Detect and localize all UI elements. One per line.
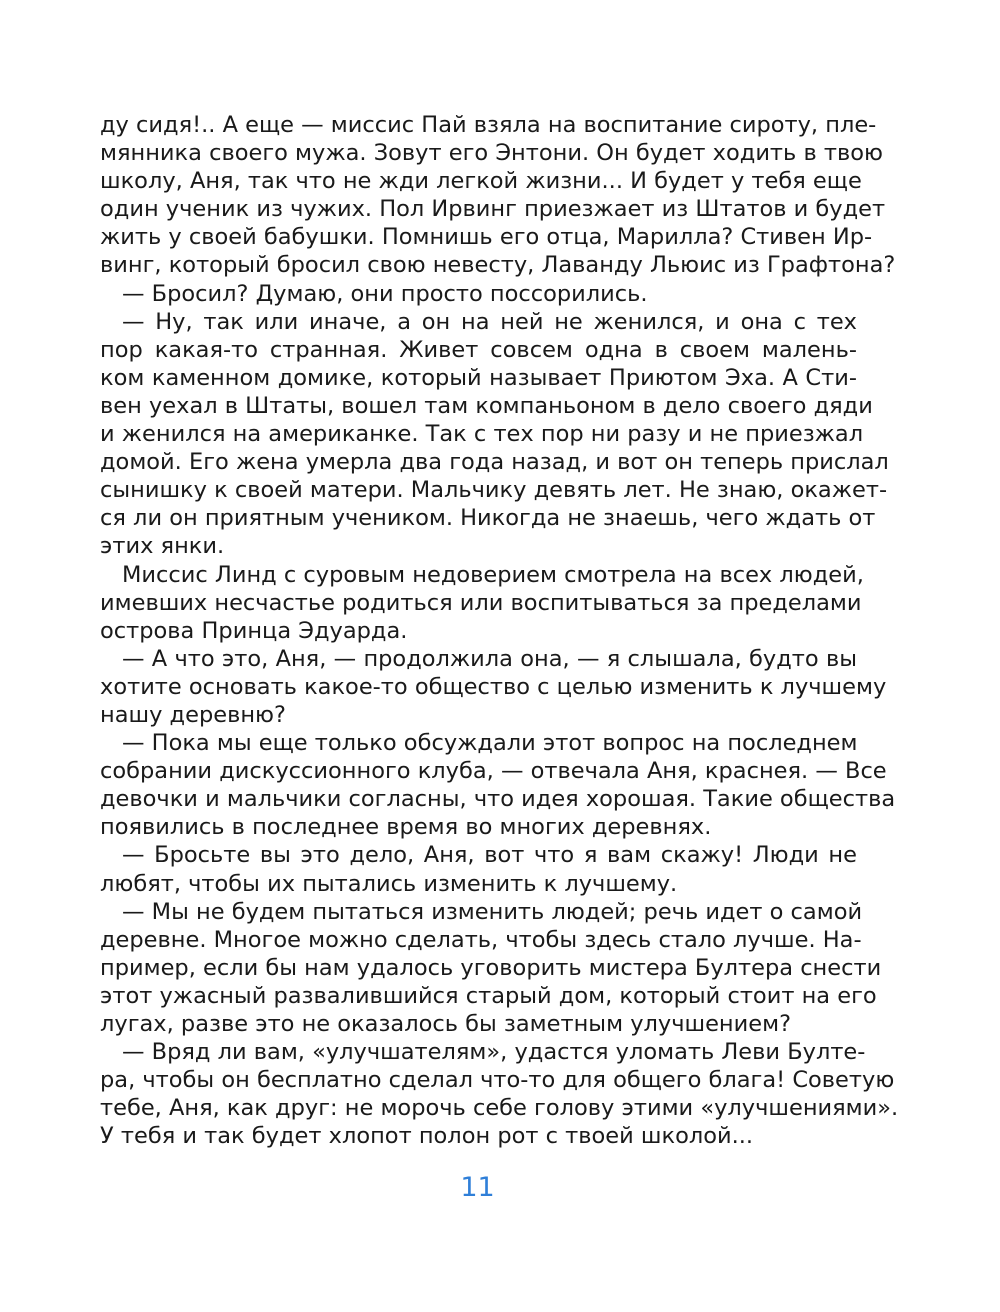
text-line: ся ли он приятным учеником. Никогда не знаешь, чего ждать от — [100, 505, 876, 532]
text-line: — Ну, так или иначе, а он на ней не женился, и она с тех — [122, 308, 857, 335]
text-line: собрании дискуссионного клуба, — отвечала Аня, краснея. — Все — [100, 758, 887, 785]
text-line: ра, чтобы он бесплатно сделал что-то для общего блага! Советую — [100, 1067, 895, 1094]
text-line: один ученик из чужих. Пол Ирвинг приезжает из Штатов и будет — [100, 196, 886, 223]
paragraph — [100, 280, 857, 308]
text-line: — Мы не будем пытаться изменить людей; речь идет о самой — [122, 898, 863, 925]
paragraph — [100, 111, 896, 280]
text-line: любят, чтобы их пытались изменить к лучшему. — [100, 870, 678, 897]
text-line: имевших несчастье родиться или воспитываться за пределами — [100, 589, 862, 616]
paragraph — [100, 898, 882, 1038]
text-line: — Пока мы еще только обсуждали этот вопрос на последнем — [122, 730, 858, 757]
text-line: Миссис Линд с суровым недоверием смотрела на всех людей, — [122, 561, 864, 588]
text-line: винг, который бросил свою невесту, Лаванду Льюис из Графтона? — [100, 252, 896, 279]
text-line: нашу деревню? — [100, 701, 286, 728]
text-line: появились в последнее время во многих деревнях. — [100, 814, 712, 841]
text-line: домой. Его жена умерла два года назад, и вот он теперь прислал — [100, 449, 889, 476]
text-line: — Вряд ли вам, «улучшателям», удастся уломать Леви Булте- — [122, 1039, 866, 1066]
page-number: 11 — [460, 1172, 495, 1203]
paragraph — [100, 841, 857, 897]
text-line: ком каменном домике, который называет Приютом Эха. А Сти- — [100, 364, 857, 391]
text-line: У тебя и так будет хлопот полон рот с твоей школой... — [100, 1123, 754, 1150]
text-line: лугах, разве это не оказалось бы заметным улучшением? — [100, 1011, 792, 1037]
text-line: хотите основать какое-то общество с целью изменить к лучшему — [100, 673, 887, 700]
text-line: пример, если бы нам удалось уговорить мистера Бултера снести — [100, 954, 882, 981]
paragraph — [100, 1038, 899, 1150]
paragraph — [100, 729, 896, 841]
paragraph — [100, 561, 864, 645]
text-line: девочки и мальчики согласны, что идея хорошая. Такие общества — [100, 786, 896, 813]
text-line: жить у своей бабушки. Помнишь его отца, Марилла? Стивен Ир- — [100, 224, 873, 251]
paragraph — [100, 308, 889, 561]
body-text — [100, 111, 899, 1150]
text-line: пор какая-то странная. Живет совсем одна в своем малень- — [100, 336, 857, 363]
text-line: мянника своего мужа. Зовут его Энтони. Он будет ходить в твою — [100, 140, 883, 167]
text-line: тебе, Аня, как друг: не морочь себе голову этими «улучшениями». — [100, 1095, 899, 1122]
text-line: сынишку к своей матери. Мальчику девять лет. Не знаю, окажет- — [100, 477, 888, 504]
text-line: школу, Аня, так что не жди легкой жизни... И будет у тебя еще — [100, 168, 862, 195]
paragraph — [100, 645, 887, 729]
text-line: ду сидя!.. А еще — миссис Пай взяла на воспитание сироту, пле- — [100, 112, 877, 138]
text-line: — Бросьте вы это дело, Аня, вот что я вам скажу! Люди не — [122, 842, 857, 869]
text-line: и женился на американке. Так с тех пор ни разу и не приезжал — [100, 421, 864, 448]
text-line: этих янки. — [100, 533, 225, 560]
text-line: острова Принца Эдуарда. — [100, 617, 408, 644]
text-line: деревне. Многое можно сделать, чтобы здесь стало лучше. На- — [100, 926, 862, 953]
text-line: этот ужасный развалившийся старый дом, который стоит на его — [100, 982, 877, 1009]
text-line: — Бросил? Думаю, они просто поссорились. — [122, 280, 648, 307]
text-line: вен уехал в Штаты, вошел там компаньоном в дело своего дяди — [100, 392, 873, 419]
text-line: — А что это, Аня, — продолжила она, — я слышала, будто вы — [122, 645, 857, 672]
